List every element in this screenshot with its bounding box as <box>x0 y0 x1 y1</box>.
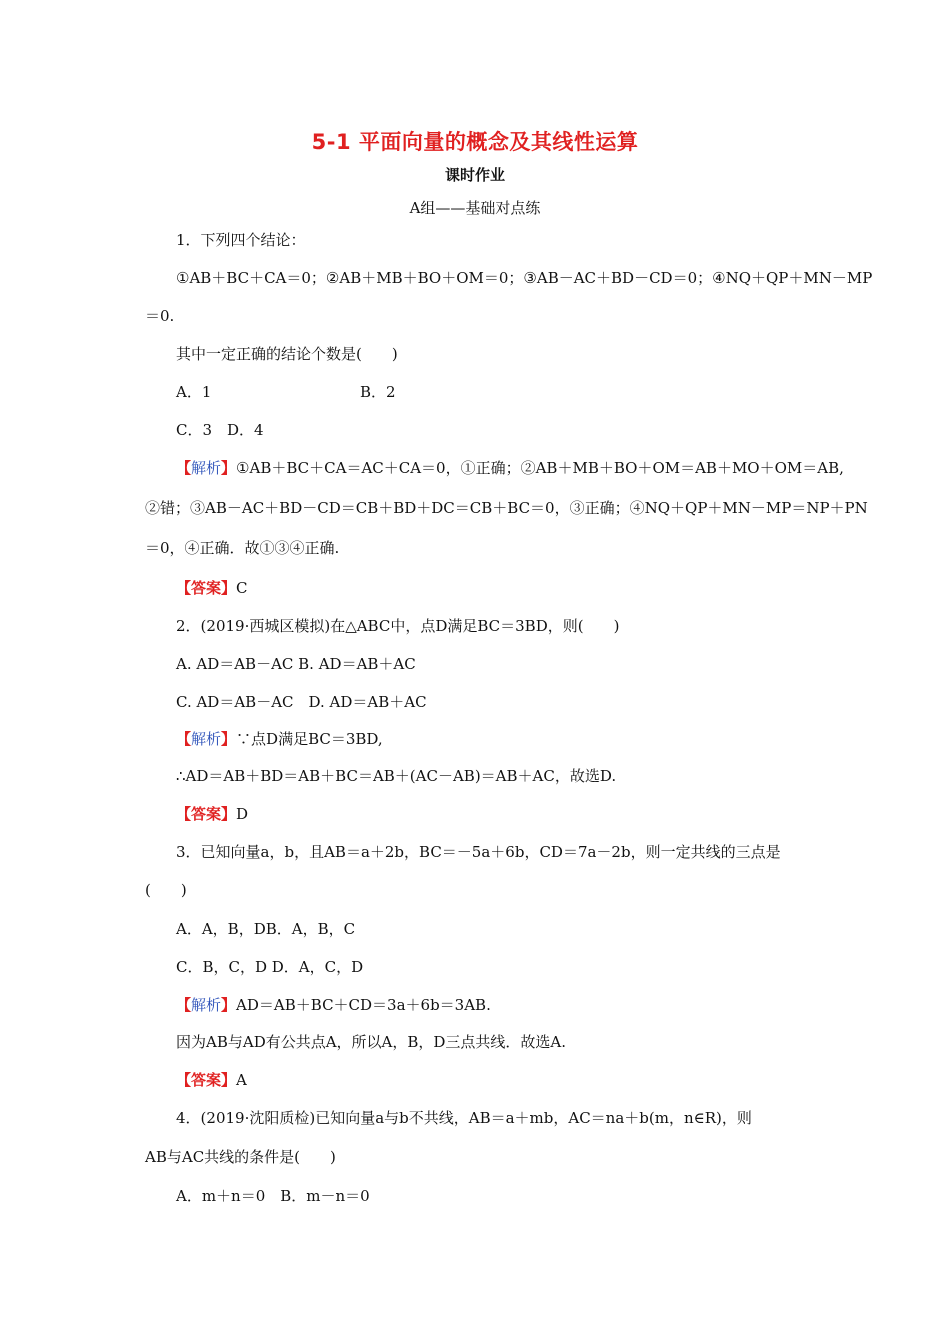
q1-answer-line <box>176 578 248 598</box>
q2-analysis-line2: ∴AD＝AB＋BD＝AB＋BC＝AB＋(AC－AB)＝AB＋AC，故选D. <box>176 767 617 785</box>
analysis-bracket-left: 【 <box>176 459 192 477</box>
q4-options-ab: A．m＋n＝0 B．m－n＝0 <box>176 1187 370 1205</box>
q1-option-b: B．2 <box>360 383 396 401</box>
q4-stem-line2: AB与AC共线的条件是( ) <box>145 1148 336 1166</box>
answer-label: 【答案】 <box>176 579 237 597</box>
q1-stem: 1．下列四个结论： <box>176 231 306 249</box>
q3-answer: A <box>236 1071 247 1089</box>
q3-analysis-line1 <box>176 995 491 1015</box>
q1-analysis-line1 <box>176 458 844 478</box>
group-heading: A组——基础对点练 <box>409 199 541 217</box>
analysis-label: 解析 <box>191 459 222 477</box>
analysis-label: 解析 <box>191 996 222 1014</box>
q1-question: 其中一定正确的结论个数是( ) <box>176 345 398 363</box>
document-subtitle: 课时作业 <box>444 166 505 184</box>
q1-analysis-line2: ②错；③AB－AC＋BD－CD＝CB＋BD＋DC＝CB＋BC＝0，③正确；④NQ＋QP＋MN－MP＝NP＋PN <box>145 499 868 517</box>
q3-analysis-text1: AD＝AB＋BC＋CD＝3a＋6b＝3AB. <box>236 996 491 1014</box>
q2-options-cd: C. AD＝AB－AC D. AD＝AB＋AC <box>176 693 427 711</box>
q4-stem-line1: 4．(2019·沈阳质检)已知向量a与b不共线，AB＝a＋mb，AC＝na＋b(m，n∈R)，则 <box>176 1109 752 1127</box>
analysis-bracket-left: 【 <box>176 996 192 1014</box>
q1-analysis-text1: ①AB＋BC＋CA＝AC＋CA＝0，①正确；②AB＋MB＋BO＋OM＝AB＋MO＋OM＝AB, <box>236 459 844 477</box>
q3-options-ab: A．A，B，DB．A，B，C <box>176 920 356 938</box>
q2-options-ab: A. AD＝AB－AC B. AD＝AB＋AC <box>176 655 416 673</box>
answer-label: 【答案】 <box>176 1071 237 1089</box>
q3-stem-line1: 3．已知向量a，b，且AB＝a＋2b，BC＝－5a＋6b，CD＝7a－2b，则一定共线的三点是 <box>176 843 781 861</box>
answer-label: 【答案】 <box>176 805 237 823</box>
q1-options-cd: C．3 D．4 <box>176 421 264 439</box>
q1-items-line2: ＝0. <box>145 307 175 325</box>
q1-items-line1: ①AB＋BC＋CA＝0；②AB＋MB＋BO＋OM＝0；③AB－AC＋BD－CD＝0；④NQ＋QP＋MN－MP <box>176 269 873 287</box>
analysis-bracket-right: 】 <box>221 459 237 477</box>
q2-analysis-line1 <box>176 729 383 749</box>
q3-analysis-line2: 因为AB与AD有公共点A，所以A，B，D三点共线．故选A. <box>176 1033 567 1051</box>
analysis-bracket-left: 【 <box>176 730 192 748</box>
q3-stem-line2: ( ) <box>145 881 187 899</box>
q3-options-cd: C．B，C，D D．A，C，D <box>176 958 364 976</box>
analysis-bracket-right: 】 <box>221 730 237 748</box>
q1-analysis-line3: ＝0，④正确．故①③④正确. <box>145 539 340 557</box>
q1-option-a: A．1 <box>176 383 212 401</box>
q1-answer: C <box>236 579 248 597</box>
document-title: 5-1 平面向量的概念及其线性运算 <box>311 130 639 154</box>
analysis-label: 解析 <box>191 730 222 748</box>
q3-answer-line <box>176 1070 247 1090</box>
q2-analysis-text1: ∵点D满足BC＝3BD, <box>236 730 383 748</box>
analysis-bracket-right: 】 <box>221 996 237 1014</box>
q2-answer-line <box>176 804 248 824</box>
q2-answer: D <box>236 805 249 823</box>
q2-stem: 2．(2019·西城区模拟)在△ABC中，点D满足BC＝3BD，则( ) <box>176 617 620 635</box>
